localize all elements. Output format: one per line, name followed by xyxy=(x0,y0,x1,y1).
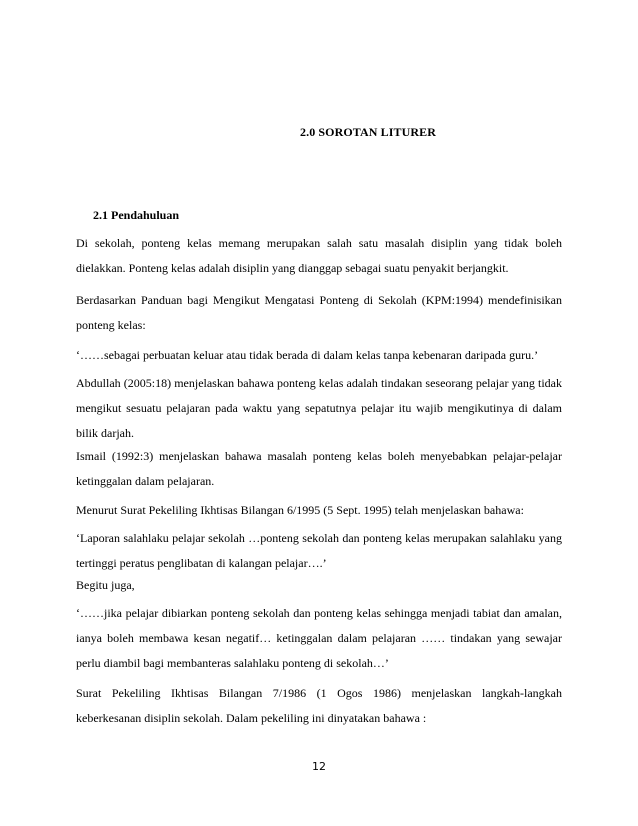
section-title: 2.1 Pendahuluan xyxy=(93,208,180,222)
paragraph-abdullah: Abdullah (2005:18) menjelaskan bahawa ponteng kelas adalah tindakan seseorang pelajar yang tidak mengikut sesuatu pelajaran pada waktu yang sepatutnya pelajar itu wajib mengikutinya di dalam bilik darjah. xyxy=(76,376,562,440)
paragraph-begitu-juga: Begitu juga, xyxy=(76,578,135,592)
paragraph-quote-laporan: ‘Laporan salahlaku pelajar sekolah …ponteng sekolah dan ponteng kelas merupakan salahlaku yang tertinggi peratus penglibatan di kalangan pelajar….’ xyxy=(76,531,562,570)
paragraph-intro: Di sekolah, ponteng kelas memang merupakan salah satu masalah disiplin yang tidak boleh dielakkan. Ponteng kelas adalah disiplin yang dianggap sebagai suatu penyakit berjangkit. xyxy=(76,236,562,275)
paragraph-ismail: Ismail (1992:3) menjelaskan bahawa masalah ponteng kelas boleh menyebabkan pelajar-pelajar ketinggalan dalam pelajaran. xyxy=(76,449,562,488)
paragraph-quote-pelajar: ‘……jika pelajar dibiarkan ponteng sekolah dan ponteng kelas sehingga menjadi tabiat dan amalan, ianya boleh membawa kesan negatif… ketinggalan dalam pelajaran …… tindakan yang sewajar perlu diambil bagi membanteras salahlaku ponteng di sekolah…’ xyxy=(76,606,562,670)
paragraph-pekeliling-1995: Menurut Surat Pekeliling Ikhtisas Bilangan 6/1995 (5 Sept. 1995) telah menjelaskan bahawa: xyxy=(76,503,524,517)
paragraph-kpm-definition: Berdasarkan Panduan bagi Mengikut Mengatasi Ponteng di Sekolah (KPM:1994) mendefinisikan ponteng kelas: xyxy=(76,293,562,332)
chapter-title: 2.0 SOROTAN LITURER xyxy=(300,125,437,139)
page-number: 12 xyxy=(312,760,326,773)
paragraph-quote-definition: ‘……sebagai perbuatan keluar atau tidak berada di dalam kelas tanpa kebenaran daripada guru.’ xyxy=(76,348,539,362)
paragraph-pekeliling-1986: Surat Pekeliling Ikhtisas Bilangan 7/1986 (1 Ogos 1986) menjelaskan langkah-langkah keberkesanan disiplin sekolah. Dalam pekeliling ini dinyatakan bahawa : xyxy=(76,686,562,725)
